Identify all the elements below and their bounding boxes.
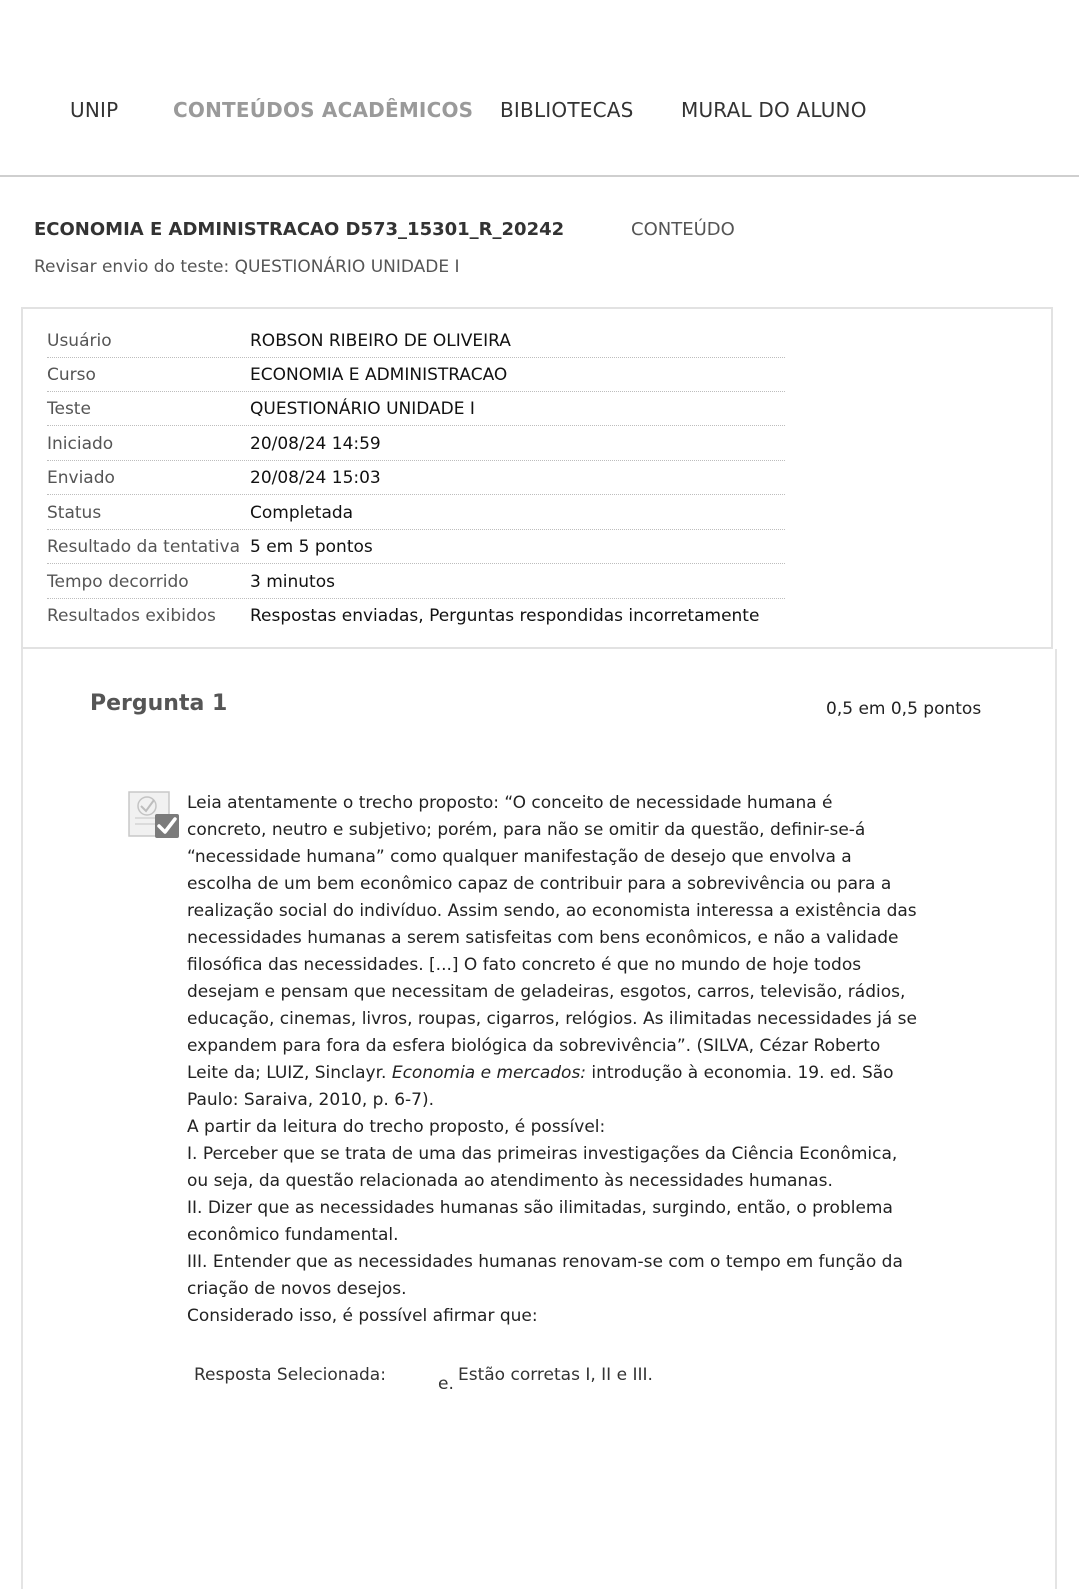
question-line: concreto, neutro e subjetivo; porém, para não se omitir da questão, definir-se-á — [187, 820, 866, 840]
nav-mural-do-aluno[interactable]: MURAL DO ALUNO — [681, 98, 867, 122]
question-line: Paulo: Saraiva, 2010, p. 6-7). — [187, 1090, 435, 1110]
nav-conteudos-academicos[interactable]: CONTEÚDOS ACADÊMICOS — [173, 98, 474, 122]
info-row-teste — [47, 391, 785, 426]
question-points: 0,5 em 0,5 pontos — [826, 699, 982, 719]
question-text — [187, 790, 967, 1330]
info-row-iniciado — [47, 426, 785, 461]
question-line: expandem para fora da esfera biológica da sobrevivência”. (SILVA, Cézar Roberto — [187, 1036, 881, 1056]
question-title: Pergunta 1 — [90, 691, 228, 716]
info-value: ROBSON RIBEIRO DE OLIVEIRA — [250, 331, 511, 351]
nav-unip[interactable]: UNIP — [70, 98, 119, 122]
question-line: III. Entender que as necessidades humanas renovam-se com o tempo em função da — [187, 1252, 903, 1272]
info-row-curso — [47, 357, 785, 392]
selected-answer-text: Estão corretas I, II e III. — [458, 1365, 653, 1385]
info-row-status — [47, 495, 785, 530]
question-line: ou seja, da questão relacionada ao atendimento às necessidades humanas. — [187, 1171, 833, 1191]
info-row-usuario — [47, 323, 785, 358]
info-label: Enviado — [47, 468, 115, 488]
info-label: Resultado da tentativa — [47, 537, 241, 557]
question-line: realização social do indivíduo. Assim sendo, ao economista interessa a existência das — [187, 901, 917, 921]
info-label: Iniciado — [47, 434, 114, 454]
question-line: escolha de um bem econômico capaz de contribuir para a sobrevivência ou para a — [187, 874, 892, 894]
nav-bibliotecas[interactable]: BIBLIOTECAS — [500, 98, 634, 122]
info-value: 5 em 5 pontos — [250, 537, 373, 557]
info-label: Tempo decorrido — [47, 572, 189, 592]
selected-answer-letter: e. — [438, 1374, 454, 1394]
citation-authors: Leite da; LUIZ, Sinclayr. — [187, 1063, 392, 1083]
page-title: Revisar envio do teste: QUESTIONÁRIO UNIDADE I — [34, 257, 460, 277]
info-value: Completada — [250, 503, 354, 523]
attempt-info-panel — [21, 307, 1053, 649]
info-label: Usuário — [47, 331, 112, 351]
info-label: Resultados exibidos — [47, 606, 216, 626]
info-value: 20/08/24 14:59 — [250, 434, 381, 454]
question-line: necessidades humanas a serem satisfeitas com bens econômicos, e não a validade — [187, 928, 899, 948]
info-row-resultado — [47, 529, 785, 564]
citation-line — [187, 1060, 967, 1087]
info-value: ECONOMIA E ADMINISTRACAO — [250, 365, 508, 385]
question-line: desejam e pensam que necessitam de geladeiras, esgotos, carros, televisão, rádios, — [187, 982, 906, 1002]
course-title[interactable]: ECONOMIA E ADMINISTRACAO D573_15301_R_20242 — [34, 219, 565, 240]
info-value: 3 minutos — [250, 572, 335, 592]
question-line: Leia atentamente o trecho proposto: “O conceito de necessidade humana é — [187, 793, 833, 813]
top-navigation — [0, 0, 1079, 177]
question-line: I. Perceber que se trata de uma das primeiras investigações da Ciência Econômica, — [187, 1144, 898, 1164]
question-line: criação de novos desejos. — [187, 1279, 407, 1299]
info-row-enviado — [47, 460, 785, 495]
question-line: A partir da leitura do trecho proposto, é possível: — [187, 1117, 606, 1137]
correct-checkmark-icon — [127, 788, 181, 842]
question-line: Considerado isso, é possível afirmar que: — [187, 1306, 538, 1326]
info-value: 20/08/24 15:03 — [250, 468, 381, 488]
citation-rest: introdução à economia. 19. ed. São — [586, 1063, 894, 1083]
info-value: Respostas enviadas, Perguntas respondidas incorretamente — [250, 606, 760, 626]
question-line: II. Dizer que as necessidades humanas são ilimitadas, surgindo, então, o problema — [187, 1198, 893, 1218]
question-line: “necessidade humana” como qualquer manifestação de desejo que envolva a — [187, 847, 852, 867]
info-row-tempo — [47, 564, 785, 599]
selected-answer-label: Resposta Selecionada: — [194, 1365, 386, 1385]
info-label: Curso — [47, 365, 96, 385]
question-line: educação, cinemas, livros, roupas, cigarros, relógios. As ilimitadas necessidades já se — [187, 1009, 917, 1029]
citation-book-title: Economia e mercados: — [391, 1063, 587, 1083]
content-link[interactable]: CONTEÚDO — [631, 219, 735, 240]
info-label: Status — [47, 503, 102, 523]
question-line: filosófica das necessidades. [...] O fato concreto é que no mundo de hoje todos — [187, 955, 862, 975]
info-label: Teste — [47, 399, 91, 419]
info-value: QUESTIONÁRIO UNIDADE I — [250, 399, 475, 419]
info-row-resultados-exibidos — [47, 598, 785, 632]
question-line: econômico fundamental. — [187, 1225, 399, 1245]
